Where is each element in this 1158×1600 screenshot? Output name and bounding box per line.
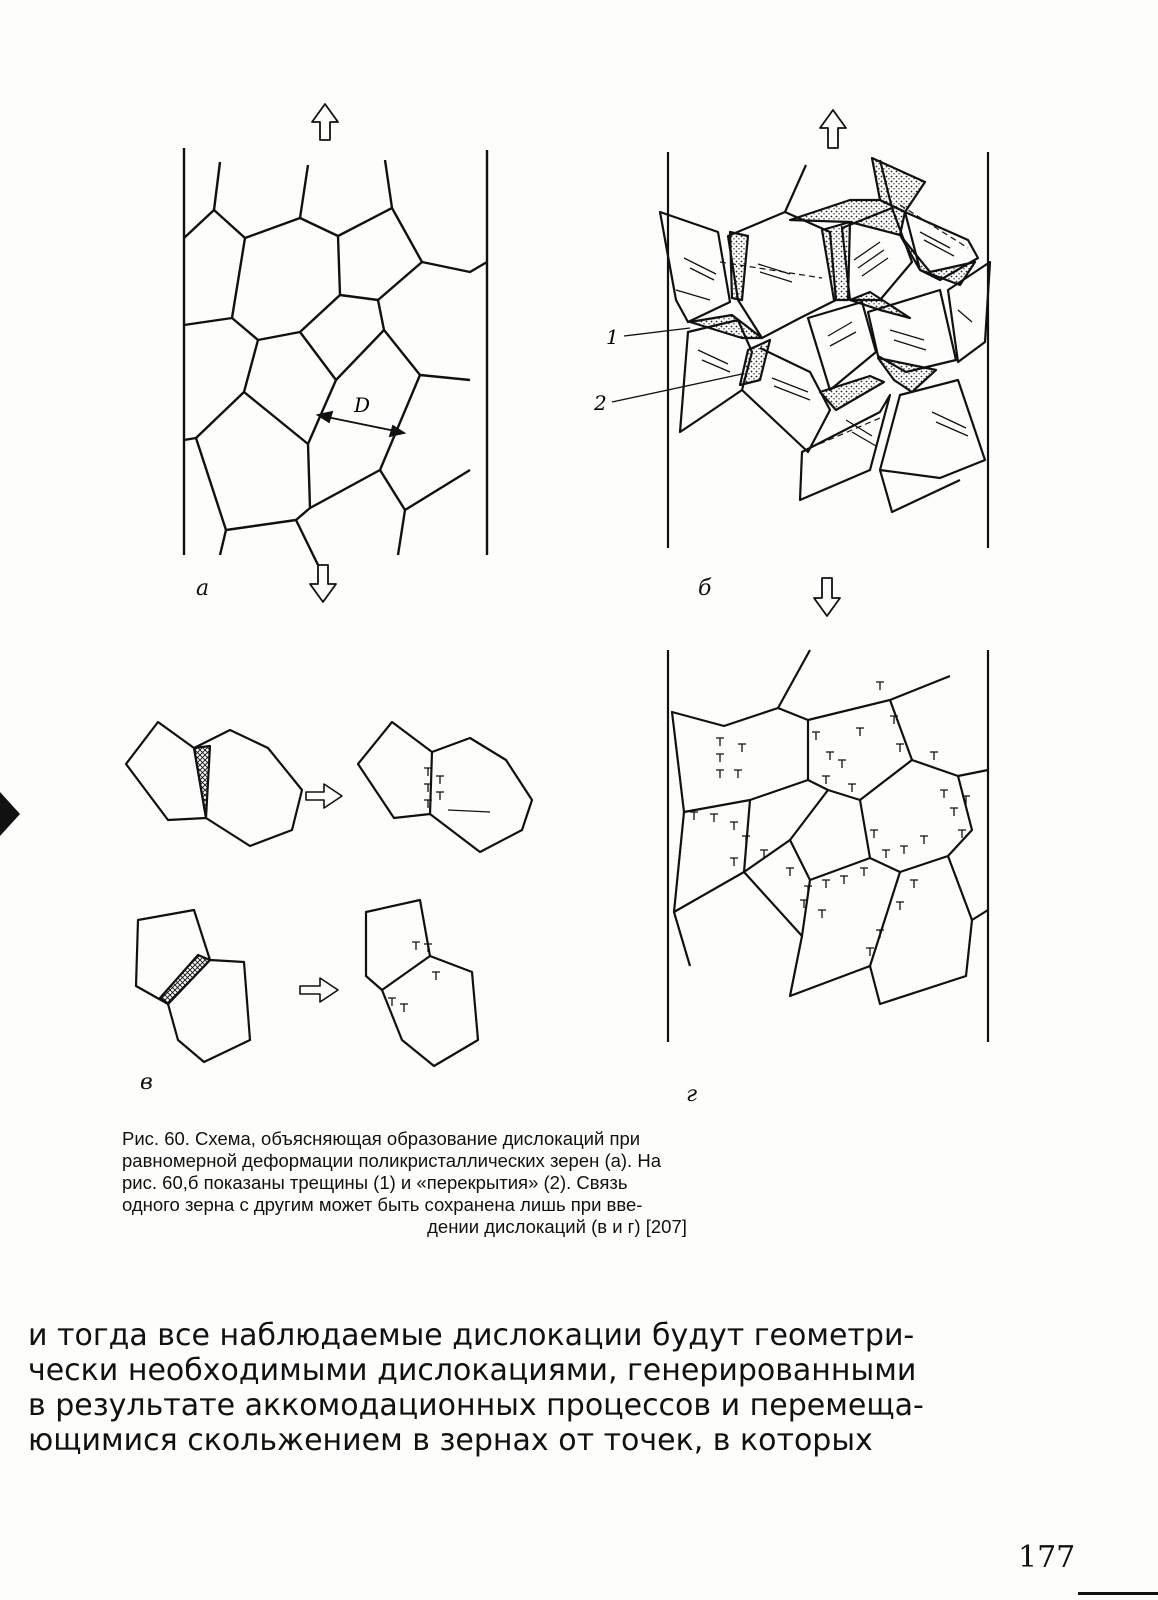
body-line: ющимися скольжением в зернах от точек, в которых bbox=[28, 1423, 873, 1458]
callout-2: 2 bbox=[594, 391, 607, 415]
figure-caption bbox=[122, 1128, 992, 1238]
body-line: и тогда все наблюдаемые дислокации будут геометри- bbox=[28, 1318, 915, 1353]
transform-arrow-icon bbox=[300, 978, 338, 1002]
scan-edge-mark bbox=[0, 792, 20, 836]
page-number: 177 bbox=[1018, 1540, 1076, 1575]
panel-g-grains bbox=[668, 650, 988, 1042]
body-line: чески необходимыми дислокациями, генерированными bbox=[28, 1353, 917, 1388]
caption-line: одного зерна с другим может быть сохранена лишь при вве- bbox=[122, 1194, 643, 1215]
caption-line: рис. 60,б показаны трещины (1) и «перекрытия» (2). Связь bbox=[122, 1172, 628, 1193]
panel-label-v: в bbox=[140, 1070, 153, 1095]
tension-arrow-up-icon bbox=[820, 110, 846, 148]
corner-rule bbox=[1078, 1592, 1158, 1595]
panel-v-grain-pairs bbox=[126, 722, 532, 1066]
panel-label-b: б bbox=[698, 576, 712, 601]
body-paragraph bbox=[28, 1318, 1088, 1458]
panel-b-grains bbox=[612, 110, 990, 616]
panel-a-grains bbox=[184, 104, 487, 602]
dimension-label-d: D bbox=[354, 393, 371, 417]
panel-label-a: а bbox=[196, 576, 210, 601]
caption-line: дении дислокаций (в и г) [207] bbox=[427, 1216, 687, 1237]
callout-1: 1 bbox=[606, 325, 619, 349]
caption-line: Рис. 60. Схема, объясняющая образование дислокаций при bbox=[122, 1128, 641, 1149]
body-line: в результате аккомодационных процессов и перемеща- bbox=[28, 1388, 924, 1423]
transform-arrow-icon bbox=[306, 784, 342, 808]
tension-arrow-down-icon bbox=[814, 578, 840, 616]
panel-label-g: г bbox=[686, 1082, 698, 1107]
caption-line: равномерной деформации поликристаллических зерен (а). На bbox=[122, 1150, 661, 1171]
tension-arrow-up-icon bbox=[312, 104, 338, 140]
tension-arrow-down-icon bbox=[310, 565, 336, 602]
